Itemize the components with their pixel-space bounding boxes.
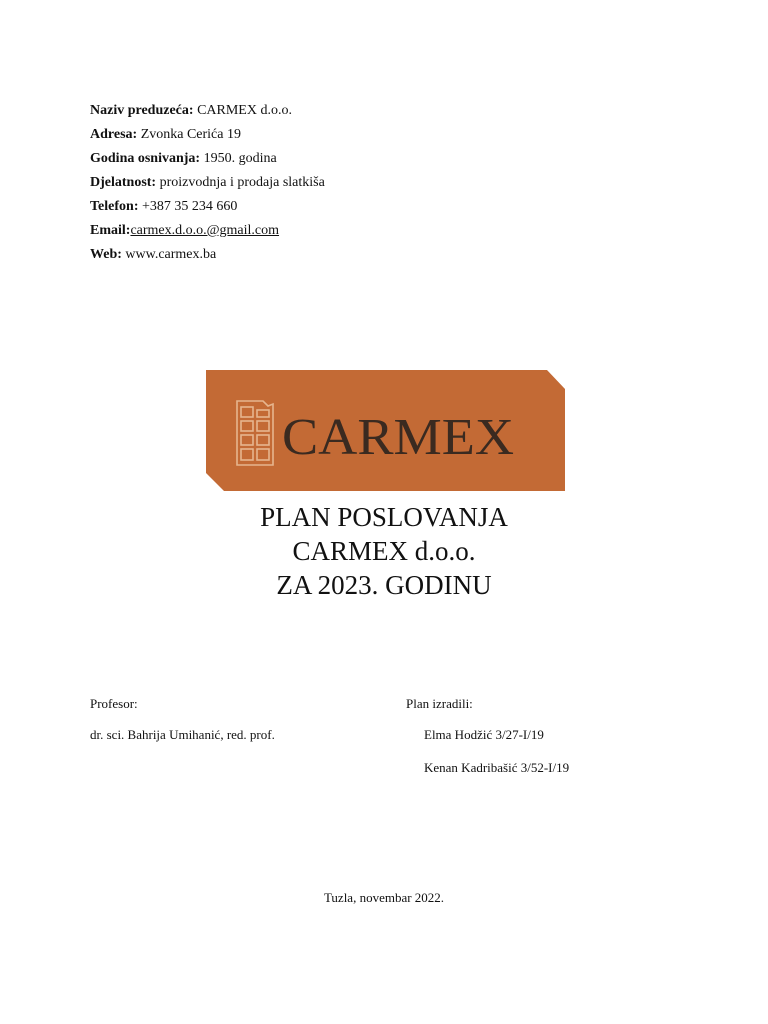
phone-label: Telefon:: [90, 199, 139, 214]
address-value: Zvonka Cerića 19: [137, 127, 241, 142]
professor-label: Profesor:: [90, 696, 138, 711]
email-row: [90, 219, 325, 243]
web-label: Web:: [90, 247, 122, 262]
web-row: [90, 243, 325, 267]
founded-value: 1950. godina: [200, 151, 277, 166]
title-line-1: PLAN POSLOVANJA: [260, 502, 508, 532]
email-label: Email:: [90, 223, 131, 238]
professor-name: dr. sci. Bahrija Umihanić, red. prof.: [90, 727, 275, 742]
address-row: [90, 123, 325, 147]
title-line-3: ZA 2023. GODINU: [276, 570, 492, 600]
carmex-logo: [206, 370, 565, 491]
activity-label: Djelatnost:: [90, 175, 157, 190]
phone-value: +387 35 234 660: [138, 199, 238, 214]
logo-wordmark: CARMEX: [282, 409, 514, 466]
phone-row: [90, 195, 325, 219]
founded-label: Godina osnivanja:: [90, 151, 201, 166]
address-label: Adresa:: [90, 127, 138, 142]
activity-value: proizvodnja i prodaja slatkiša: [156, 175, 325, 190]
company-name-label: Naziv preduzeća:: [90, 103, 194, 118]
title-line-2: CARMEX d.o.o.: [292, 536, 476, 566]
document-title: [0, 500, 768, 602]
author-1: Elma Hodžić 3/27-I/19: [424, 727, 544, 742]
company-name-value: CARMEX d.o.o.: [193, 103, 292, 118]
company-info: [90, 99, 325, 267]
author-2: Kenan Kadribašić 3/52-I/19: [424, 760, 570, 775]
web-value: www.carmex.ba: [121, 247, 217, 262]
authors-label: Plan izradili:: [406, 696, 473, 711]
company-name-row: [90, 99, 325, 123]
place-date: Tuzla, novembar 2022.: [323, 890, 445, 905]
founded-row: [90, 147, 325, 171]
activity-row: [90, 171, 325, 195]
email-link[interactable]: carmex.d.o.o.@gmail.com: [130, 223, 280, 238]
